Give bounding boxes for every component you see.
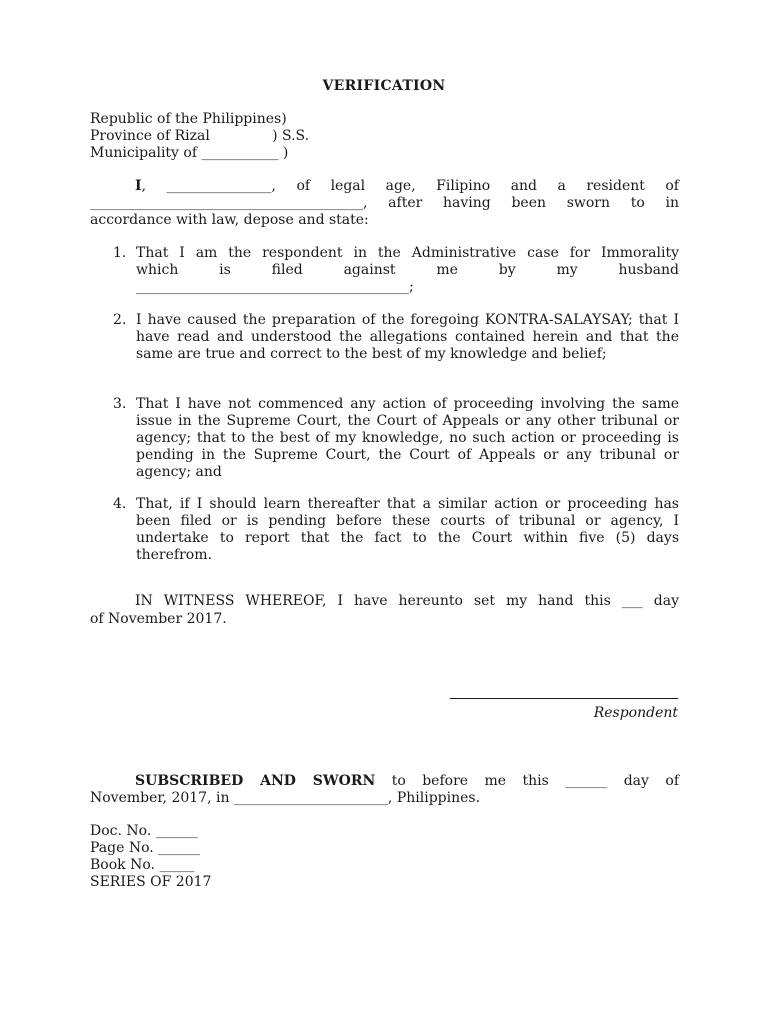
jurat-bold-text: SUBSCRIBED AND SWORN <box>135 773 376 789</box>
notary-book-no: Book No. _____ <box>90 857 195 873</box>
jurat-line-1-rest: to before me this ______ day of <box>375 773 679 789</box>
notary-page-no: Page No. ______ <box>90 840 201 856</box>
list-item-3 <box>113 396 679 481</box>
witness-line-1: IN WITNESS WHEREOF, I have hereunto set my hand this ___ day <box>135 593 679 609</box>
signature-line <box>450 690 678 699</box>
jurat-line-1 <box>90 773 679 790</box>
list-item-4 <box>113 496 679 564</box>
list-body-3: That I have not commenced any action of proceeding involving the same issue in the Supreme Court, the Court of Appeals or any other tribunal or agency; that to the best of my knowledge, no such action or proceeding is pending in the Supreme Court, the Court of Appeals or any tribunal or agency; and <box>136 396 679 480</box>
venue-republic: Republic of the Philippines) <box>90 111 287 127</box>
notary-doc-no: Doc. No. ______ <box>90 823 198 839</box>
list-1-line-2: which is filed against me by my husband <box>136 262 679 278</box>
document-title: VERIFICATION <box>322 78 446 94</box>
list-body-4: That, if I should learn thereafter that a similar action or proceeding has been filed or is pending before these courts of tribunal or agency, I undertake to report that the fact to the Court within five (5) days therefrom. <box>136 496 679 563</box>
venue-municipality: Municipality of ___________ ) <box>90 145 289 161</box>
list-number-1: 1. <box>113 245 127 261</box>
list-1-line-3: _______________________________________; <box>136 279 414 295</box>
list-body-1 <box>136 245 679 296</box>
venue-province: Province of Rizal ) S.S. <box>90 128 310 144</box>
signature-label: Respondent <box>593 705 678 721</box>
jurat-line-2: November, 2017, in ______________________, Philippines. <box>90 790 481 806</box>
notary-block <box>90 823 211 891</box>
affiant-name-blank: , _______________, <box>141 178 276 194</box>
list-1-line-1: That I am the respondent in the Administrative case for Immorality <box>136 245 679 261</box>
list-item-1 <box>113 245 679 296</box>
list-item-2 <box>113 312 679 363</box>
affiant-line-3: accordance with law, depose and state: <box>90 212 369 228</box>
affiant-paragraph <box>90 178 679 229</box>
jurat-paragraph <box>90 773 679 807</box>
affiant-line-1-rest: of legal age, Filipino and a resident of <box>275 178 679 194</box>
list-body-2: I have caused the preparation of the foregoing KONTRA-SALAYSAY; that I have read and understood the allegations contained herein and that the same are true and correct to the best of my knowledge and belief; <box>136 312 679 362</box>
affiant-line-2: _______________________________________, after having been sworn to in <box>90 195 679 211</box>
witness-line-2: of November 2017. <box>90 611 227 627</box>
list-number-4: 4. <box>113 496 127 512</box>
list-number-2: 2. <box>113 312 127 328</box>
affiant-pronoun: I <box>135 178 142 194</box>
list-number-3: 3. <box>113 396 127 412</box>
affiant-line-1 <box>90 178 679 195</box>
venue-block <box>90 111 309 162</box>
witness-paragraph <box>90 593 679 628</box>
notary-series: SERIES OF 2017 <box>90 874 212 890</box>
